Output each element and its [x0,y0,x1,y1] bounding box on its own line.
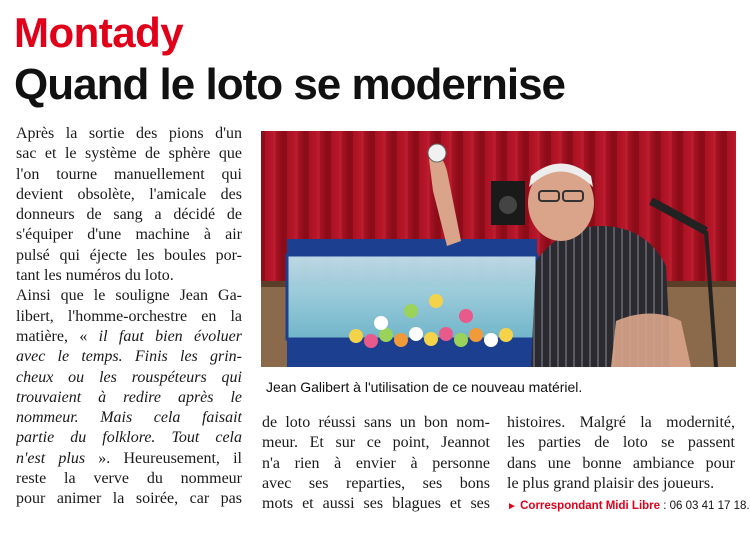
article-line: partie du folklore. Tout cela [16,429,242,447]
article-kicker: Montady [14,9,184,56]
article-headline: Quand le loto se modernise [14,60,566,109]
article-line: reste la verve du nommeur [16,470,242,488]
article-line: trouvaient à redire après le [16,388,242,406]
article-line: de loto réussi sans un bon nom- [262,414,490,431]
article-line: l'on tourne manuellement qui [16,165,242,183]
article-line: donneurs de sang a décidé de [16,206,242,224]
article-line: mots et aussi ses blagues et ses [262,495,490,513]
article-line: Ainsi que le souligne Jean Ga- [16,287,242,305]
correspondent-credit [507,498,750,515]
article-column-3 [507,413,735,494]
article-line: sac et le système de sphère que [16,145,242,163]
credit-arrow-icon: ► [507,501,517,512]
article-line: le plus grand plaisir des joueurs. [507,474,715,492]
article-line: nommeur. Mais cela faisait [16,409,242,427]
article-line: n'est plus ». Heureusement, il [16,449,242,467]
article-line: pour animer la soirée, car pas [16,490,242,508]
article-line: Après la sortie des pions d'un [16,125,242,142]
credit-name: Correspondant Midi Libre [520,500,661,512]
article-line: matière, « il faut bien évoluer [16,327,242,345]
article-line: avec le temps. Finis les grin- [16,348,242,366]
article-column-1 [16,124,242,510]
article-line: histoires. Malgré la modernité, [507,414,735,431]
article-line: cheux ou les rouspéteurs qui [16,368,242,386]
photo-loto-machine [261,131,736,367]
article-line: pulsé qui éjecte les boules por- [16,246,242,264]
article-line: s'équiper d'une machine à air [16,226,242,244]
article-photo [261,131,736,367]
article-line: devient obsolète, l'amicale des [16,185,242,203]
article-line: avec ses reparties, ses bons [262,474,490,492]
photo-caption: Jean Galibert à l'utilisation de ce nouveau matériel. [266,379,583,395]
article-line: tant les numéros du loto. [16,267,174,285]
article-line: meur. Et sur ce point, Jeannot [262,434,490,452]
credit-phone: : 06 03 41 17 18. [660,500,750,512]
article-line: n'a rien à envier à personne [262,454,490,472]
article-line: dans une bonne ambiance pour [507,454,735,472]
article-column-2 [262,413,490,514]
article-line: les parties de loto se passent [507,434,735,452]
article-line: libert, l'homme-orchestre en la [16,307,242,325]
